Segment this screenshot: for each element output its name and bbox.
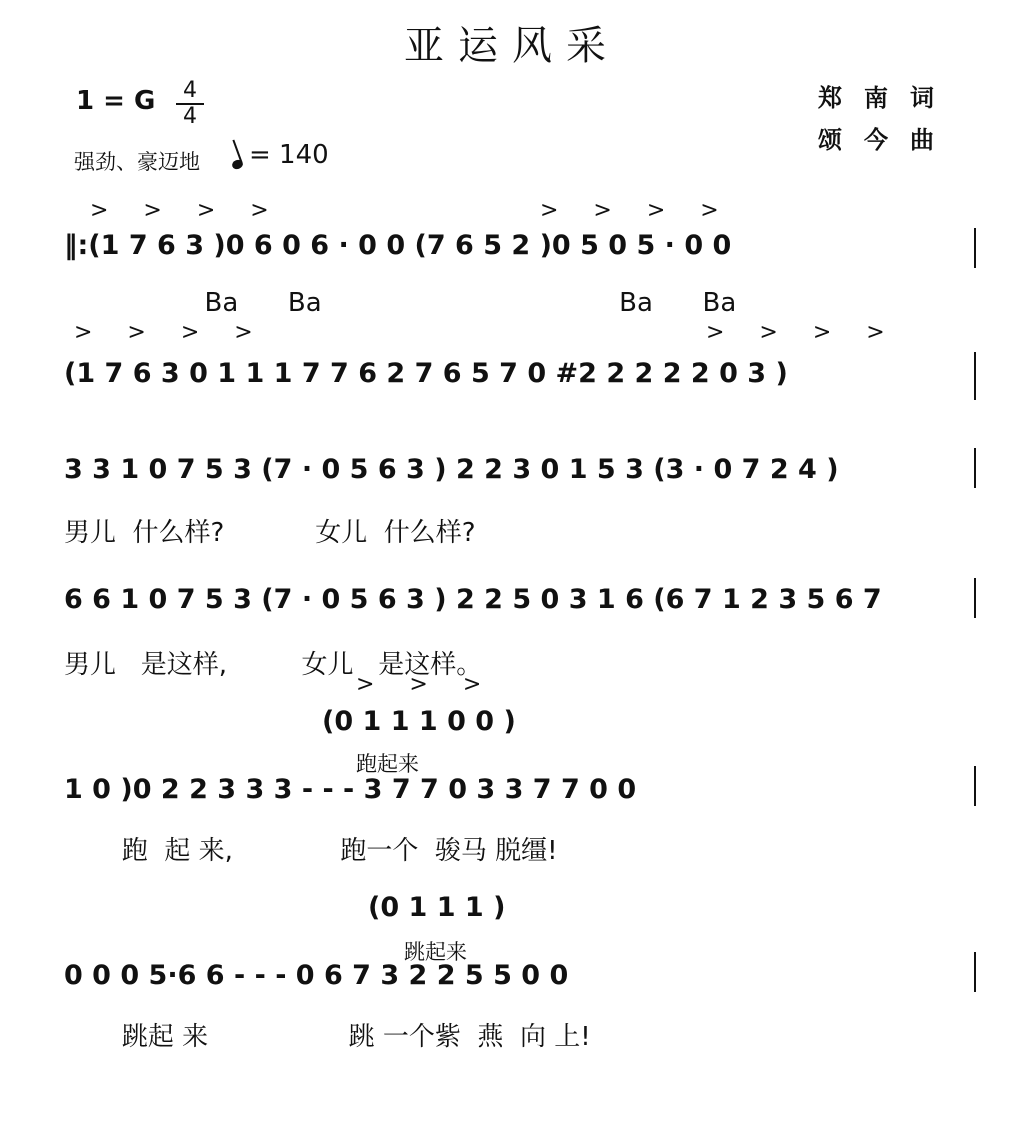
page-title: 亚运风采 [404, 23, 620, 69]
meter-bottom: 4 [183, 104, 197, 129]
bar-line [974, 228, 976, 268]
accent-marks: > > > > [74, 320, 267, 345]
notation-line: 0 0 0 5·6 6 - - - 0 6 7 3 2 2 5 5 0 0 [64, 960, 569, 991]
bar-line [974, 352, 976, 400]
notation-line: 1 0 )0 2 2 3 3 3 - - - 3 7 7 0 3 3 7 7 0 0 [64, 774, 637, 805]
quarter-note-icon [231, 158, 244, 170]
lyrics-line: 男儿 是这样, 女儿 是这样。 [64, 650, 483, 680]
lyrics-line: 跳起 来 跳 一个紫 燕 向 上! [64, 1022, 591, 1052]
bar-line [974, 448, 976, 488]
accent-marks: > > > > [706, 320, 899, 345]
time-signature [172, 80, 208, 128]
key-signature: 1 = G [76, 86, 156, 116]
accent-marks: > > > [356, 672, 496, 697]
bar-line [974, 578, 976, 618]
tempo-value: = 140 [249, 140, 329, 170]
notation-line: 3 3 1 0 7 5 3 (7 · 0 5 6 3 ) 2 2 3 0 1 5 3 (3 · 0 7 2 4 ) [64, 454, 839, 485]
inset-notation: (0 1 1 1 ) [368, 892, 506, 923]
bar-line [974, 766, 976, 806]
lyrics-line: 男儿 什么样? 女儿 什么样? [64, 518, 476, 548]
inset-lyric: 跳起来 [404, 940, 467, 964]
tempo-mark [232, 140, 329, 170]
accent-marks: > > > > [540, 198, 733, 223]
meter-top: 4 [183, 78, 197, 103]
composer-credit: 颂今曲 [818, 126, 956, 154]
notation-line: (1 7 6 3 0 1 1 1 7 7 6 2 7 6 5 7 0 #2 2 2 2 2 0 3 ) [64, 358, 788, 389]
accent-marks: > > > > [90, 198, 283, 223]
notation-line: 6 6 1 0 7 5 3 (7 · 0 5 6 3 ) 2 2 5 0 3 1 6 (6 7 1 2 3 5 6 7 [64, 584, 882, 615]
lyricist-credit: 郑南词 [818, 84, 956, 112]
lyrics-line: Ba Ba Ba Ba [64, 288, 737, 318]
expression-mark: 强劲、豪迈地 [74, 150, 200, 174]
inset-notation: (0 1 1 1 0 0 ) [322, 706, 516, 737]
inset-lyric: 跑起来 [356, 752, 419, 776]
notation-line: ‖:(1 7 6 3 )0 6 0 6 · 0 0 (7 6 5 2 )0 5 0 5 · 0 0 [64, 230, 732, 261]
lyrics-line: 跑 起 来, 跑一个 骏马 脱缰! [64, 836, 558, 866]
bar-line [974, 952, 976, 992]
